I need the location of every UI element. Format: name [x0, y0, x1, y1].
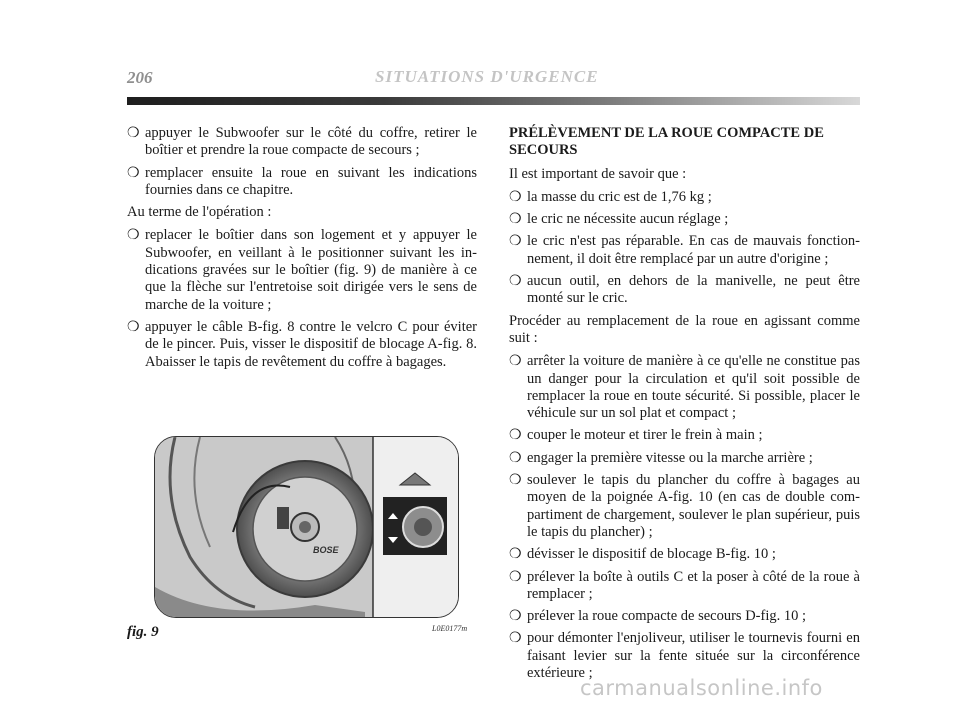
bullet-list — [127, 227, 477, 370]
figure-illustration — [155, 437, 458, 617]
bullet-icon: ❍ — [509, 234, 522, 250]
bullet-text: replacer le boîtier dans son logement et y appuyer le Subwoofer, en veillant à le positionner suivant les indications gravées sur le boîtier (fig. 9) de manière à ce que la flèche sur l'entretoise soit dirigée vers le sens de marche de la voiture ; — [145, 227, 477, 313]
bose-emblem: BOSE — [313, 545, 339, 555]
bullet-text: prélever la roue compacte de secours D-fig. 10 ; — [527, 608, 807, 625]
bullet-text: le cric ne nécessite aucun réglage ; — [527, 211, 729, 228]
bullet-icon: ❍ — [127, 228, 140, 244]
bullet-icon: ❍ — [127, 165, 140, 181]
bullet-text: couper le moteur et tirer le frein à main ; — [527, 427, 763, 444]
bullet-icon: ❍ — [509, 212, 522, 228]
bullet-item — [127, 319, 477, 371]
bullet-text: arrêter la voiture de manière à ce qu'elle ne constitue pas un danger pour la circulation et qu'il soit possible de remplacer la roue en toute sécurité. Si possible, placer le véhicule sur un sol plat et compact ; — [527, 353, 860, 422]
bullet-text: soulever le tapis du plancher du coffre à bagages au moyen de la poignée A-fig. 10 (en cas de double compartiment de chargement, soulever le plan supérieur, puis le tapis du plancher) ; — [527, 472, 860, 540]
bullet-item — [509, 472, 860, 541]
bullet-text: le cric n'est pas réparable. En cas de mauvais fonctionnement, il doit être remplacé par un autre d'origine ; — [527, 233, 860, 267]
bullet-text: appuyer le câble B-fig. 8 contre le velcro C pour éviter de le pincer. Puis, visser le dispositif de blocage A-fig. 8. Abaisser le tapis de revêtement du coffre à bagages. — [145, 318, 477, 370]
header-rule — [127, 97, 860, 105]
bullet-icon: ❍ — [509, 274, 522, 290]
figure-spare-wheel-well — [154, 436, 459, 618]
figure-reference: L0E0177m — [432, 624, 468, 633]
bullet-icon: ❍ — [127, 319, 140, 335]
bullet-item — [127, 227, 477, 313]
bullet-item — [509, 450, 860, 467]
bullet-icon: ❍ — [509, 569, 522, 585]
bullet-item — [127, 165, 477, 200]
bullet-icon: ❍ — [509, 189, 522, 205]
section-title: SITUATIONS D'URGENCE — [375, 67, 599, 86]
watermark: carmanualsonline.info — [580, 676, 823, 700]
bullet-item — [509, 211, 860, 228]
bullet-text: engager la première vitesse ou la marche arrière ; — [527, 449, 813, 466]
bullet-item — [509, 189, 860, 206]
bullet-icon: ❍ — [509, 631, 522, 647]
bullet-text: remplacer ensuite la roue en suivant les indications fournies dans ce chapitre. — [145, 164, 477, 198]
paragraph: Procéder au remplacement de la roue en agissant comme suit : — [509, 312, 860, 346]
bullet-item — [509, 546, 860, 563]
bullet-text: appuyer le Subwoofer sur le côté du coffre, retirer le boîtier et prendre la roue compacte de secours ; — [145, 125, 477, 159]
left-column — [127, 125, 477, 376]
bullet-item — [509, 353, 860, 422]
bullet-text: aucun outil, en dehors de la manivelle, ne peut être monté sur le cric. — [527, 273, 860, 307]
section-heading: PRÉLÈVEMENT DE LA ROUE COMPACTE DE SECOURS — [509, 125, 824, 159]
page-number: 206 — [127, 68, 153, 87]
bullet-icon: ❍ — [127, 126, 140, 141]
detail-knob-center — [414, 518, 432, 536]
hub-center — [299, 521, 311, 533]
bullet-icon: ❍ — [509, 547, 522, 563]
bullet-icon: ❍ — [509, 473, 522, 489]
bullet-icon: ❍ — [509, 428, 522, 444]
bullet-icon: ❍ — [509, 609, 522, 625]
bullet-text: la masse du cric est de 1,76 kg ; — [527, 188, 712, 205]
paragraph: Il est important de savoir que : — [509, 165, 687, 182]
bullet-text: pour démonter l'enjoliveur, utiliser le tournevis fourni en faisant levier sur la fente située sur la circonférence extérieure ; — [527, 630, 860, 682]
bullet-item — [509, 608, 860, 625]
bullet-icon: ❍ — [509, 450, 522, 466]
bullet-item — [509, 427, 860, 444]
bullet-list — [509, 189, 860, 308]
bullet-item — [509, 630, 860, 682]
bullet-list — [509, 353, 860, 682]
figure-caption: fig. 9 — [127, 624, 159, 640]
bullet-item — [509, 273, 860, 308]
bullet-text: prélever la boîte à outils C et la poser à côté de la roue à remplacer ; — [527, 568, 860, 602]
bullet-list — [127, 125, 477, 199]
bullet-icon: ❍ — [509, 354, 522, 370]
bullet-text: dévisser le dispositif de blocage B-fig. 10 ; — [527, 546, 776, 563]
bullet-item — [127, 125, 477, 160]
bullet-item — [509, 569, 860, 604]
right-column — [509, 125, 860, 687]
locking-device — [277, 507, 289, 529]
bullet-item — [509, 233, 860, 268]
paragraph: Au terme de l'opération : — [127, 204, 272, 221]
